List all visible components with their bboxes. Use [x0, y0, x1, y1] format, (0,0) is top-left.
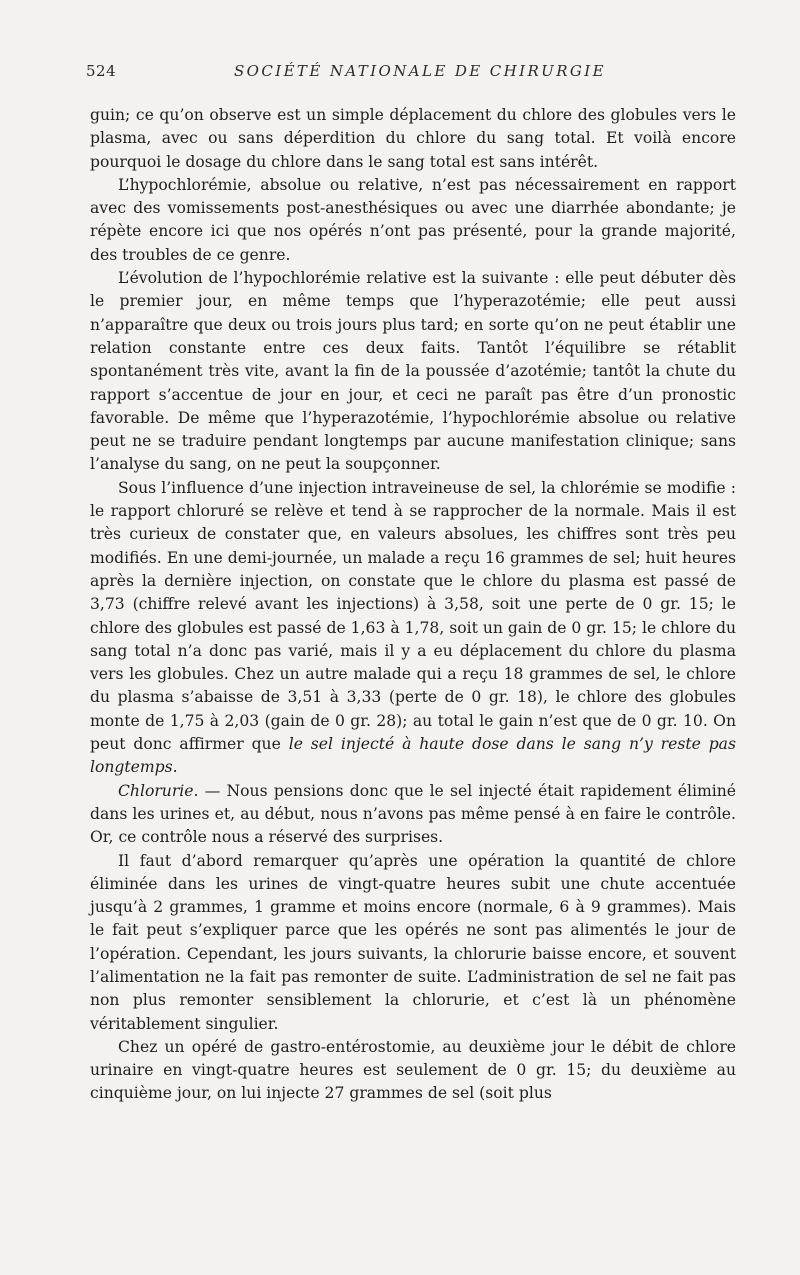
page-number: 524: [86, 62, 117, 80]
paragraph-text: Chez un opéré de gastro-entérostomie, au deuxième jour le débit de chlore urinaire en vingt-quatre heures est seulement de 0 gr. 15; du deuxième au cinquième jour, on lui injecte 27 grammes de sel (soit plus: [90, 1037, 736, 1103]
page-header: [86, 62, 736, 84]
paragraph-text: L’hypochlorémie, absolue ou relative, n’est pas nécessairement en rapport avec des vomissements post-anesthésiques ou avec une diarrhée abondante; je répète encore ici que nos opérés n’ont pas présenté, pour la grande majorité, des troubles de ce genre.: [90, 175, 736, 264]
section-heading-chlorurie: Chlorurie.: [118, 781, 199, 800]
paragraph-text: — Nous pensions donc que le sel injecté était rapidement éliminé dans les urines et, au début, nous n’avons pas même pensé à en faire le contrôle. Or, ce contrôle nous a réservé des surprises.: [90, 781, 736, 847]
italic-conclusion: le sel injecté à haute dose dans le sang n’y reste pas longtemps.: [90, 735, 736, 777]
body-text: [90, 104, 736, 1106]
paragraph-text: Il faut d’abord remarquer qu’après une opération la quantité de chlore éliminée dans les urines de vingt-quatre heures subit une chute accentuée jusqu’à 2 grammes, 1 gramme et moins encore (normale, 6 à 9 grammes). Mais le fait peut s’expliquer parce que les opérés ne sont pas alimentés le jour de l’opération. Cependant, les jours suivants, la chlorurie baisse encore, et souvent l’alimentation ne la fait pas remonter de suite. L’administration de sel ne fait pas non plus remonter sensiblement la chlorurie, et c’est là un phénomène véritablement singulier.: [90, 851, 736, 1033]
paragraph-7: [90, 1036, 736, 1106]
paragraph-3: [90, 267, 736, 477]
paragraph-2: [90, 174, 736, 267]
paragraph-text: L’évolution de l’hypochlorémie relative est la suivante : elle peut débuter dès le premier jour, en même temps que l’hyperazotémie; elle peut aussi n’apparaître que deux ou trois jours plus tard; en sorte qu’on ne peut établir une relation constante entre ces deux faits. Tantôt l’équilibre se rétablit spontanément très vite, avant la fin de la poussée d’azotémie; tantôt la chute du rapport s’accentue de jour en jour, et ceci ne paraît pas être d’un pronostic favorable. De même que l’hyperazotémie, l’hypochlorémie absolue ou relative peut ne se traduire pendant longtemps par aucune manifestation clinique; sans l’analyse du sang, on ne peut la soupçonner.: [90, 269, 736, 474]
running-title: SOCIÉTÉ NATIONALE DE CHIRURGIE: [234, 62, 606, 80]
paragraph-text: Sous l’influence d’une injection intraveineuse de sel, la chlorémie se modifie : le rapport chloruré se relève et tend à se rapprocher de la normale. Mais il est très curieux de constater que, en valeurs absolues, les chiffres sont très peu modifiés. En une demi-journée, un malade a reçu 16 grammes de sel; huit heures après la dernière injection, on constate que le chlore du plasma est passé de 3,73 (chiffre relevé avant les injections) à 3,58, soit une perte de 0 gr. 15; le chlore des globules est passé de 1,63 à 1,78, soit un gain de 0 gr. 15; le chlore du sang total n’a donc pas varié, mais il y a eu déplacement du chlore du plasma vers les globules. Chez un autre malade qui a reçu 18 grammes de sel, le chlore du plasma s’abaisse de 3,51 à 3,33 (perte de 0 gr. 18), le chlore des globules monte de 1,75 à 2,03 (gain de 0 gr. 28); au total le gain n’est que de 0 gr. 10. On peut donc affirmer que: [90, 478, 736, 754]
paragraph-5: [90, 780, 736, 850]
paragraph-text: guin; ce qu’on observe est un simple déplacement du chlore des globules vers le plasma, avec ou sans déperdition du chlore du sang total. Et voilà encore pourquoi le dosage du chlore dans le sang total est sans intérêt.: [90, 106, 736, 171]
paragraph-6: [90, 850, 736, 1036]
paragraph-1: [90, 104, 736, 174]
paragraph-4: [90, 477, 736, 780]
